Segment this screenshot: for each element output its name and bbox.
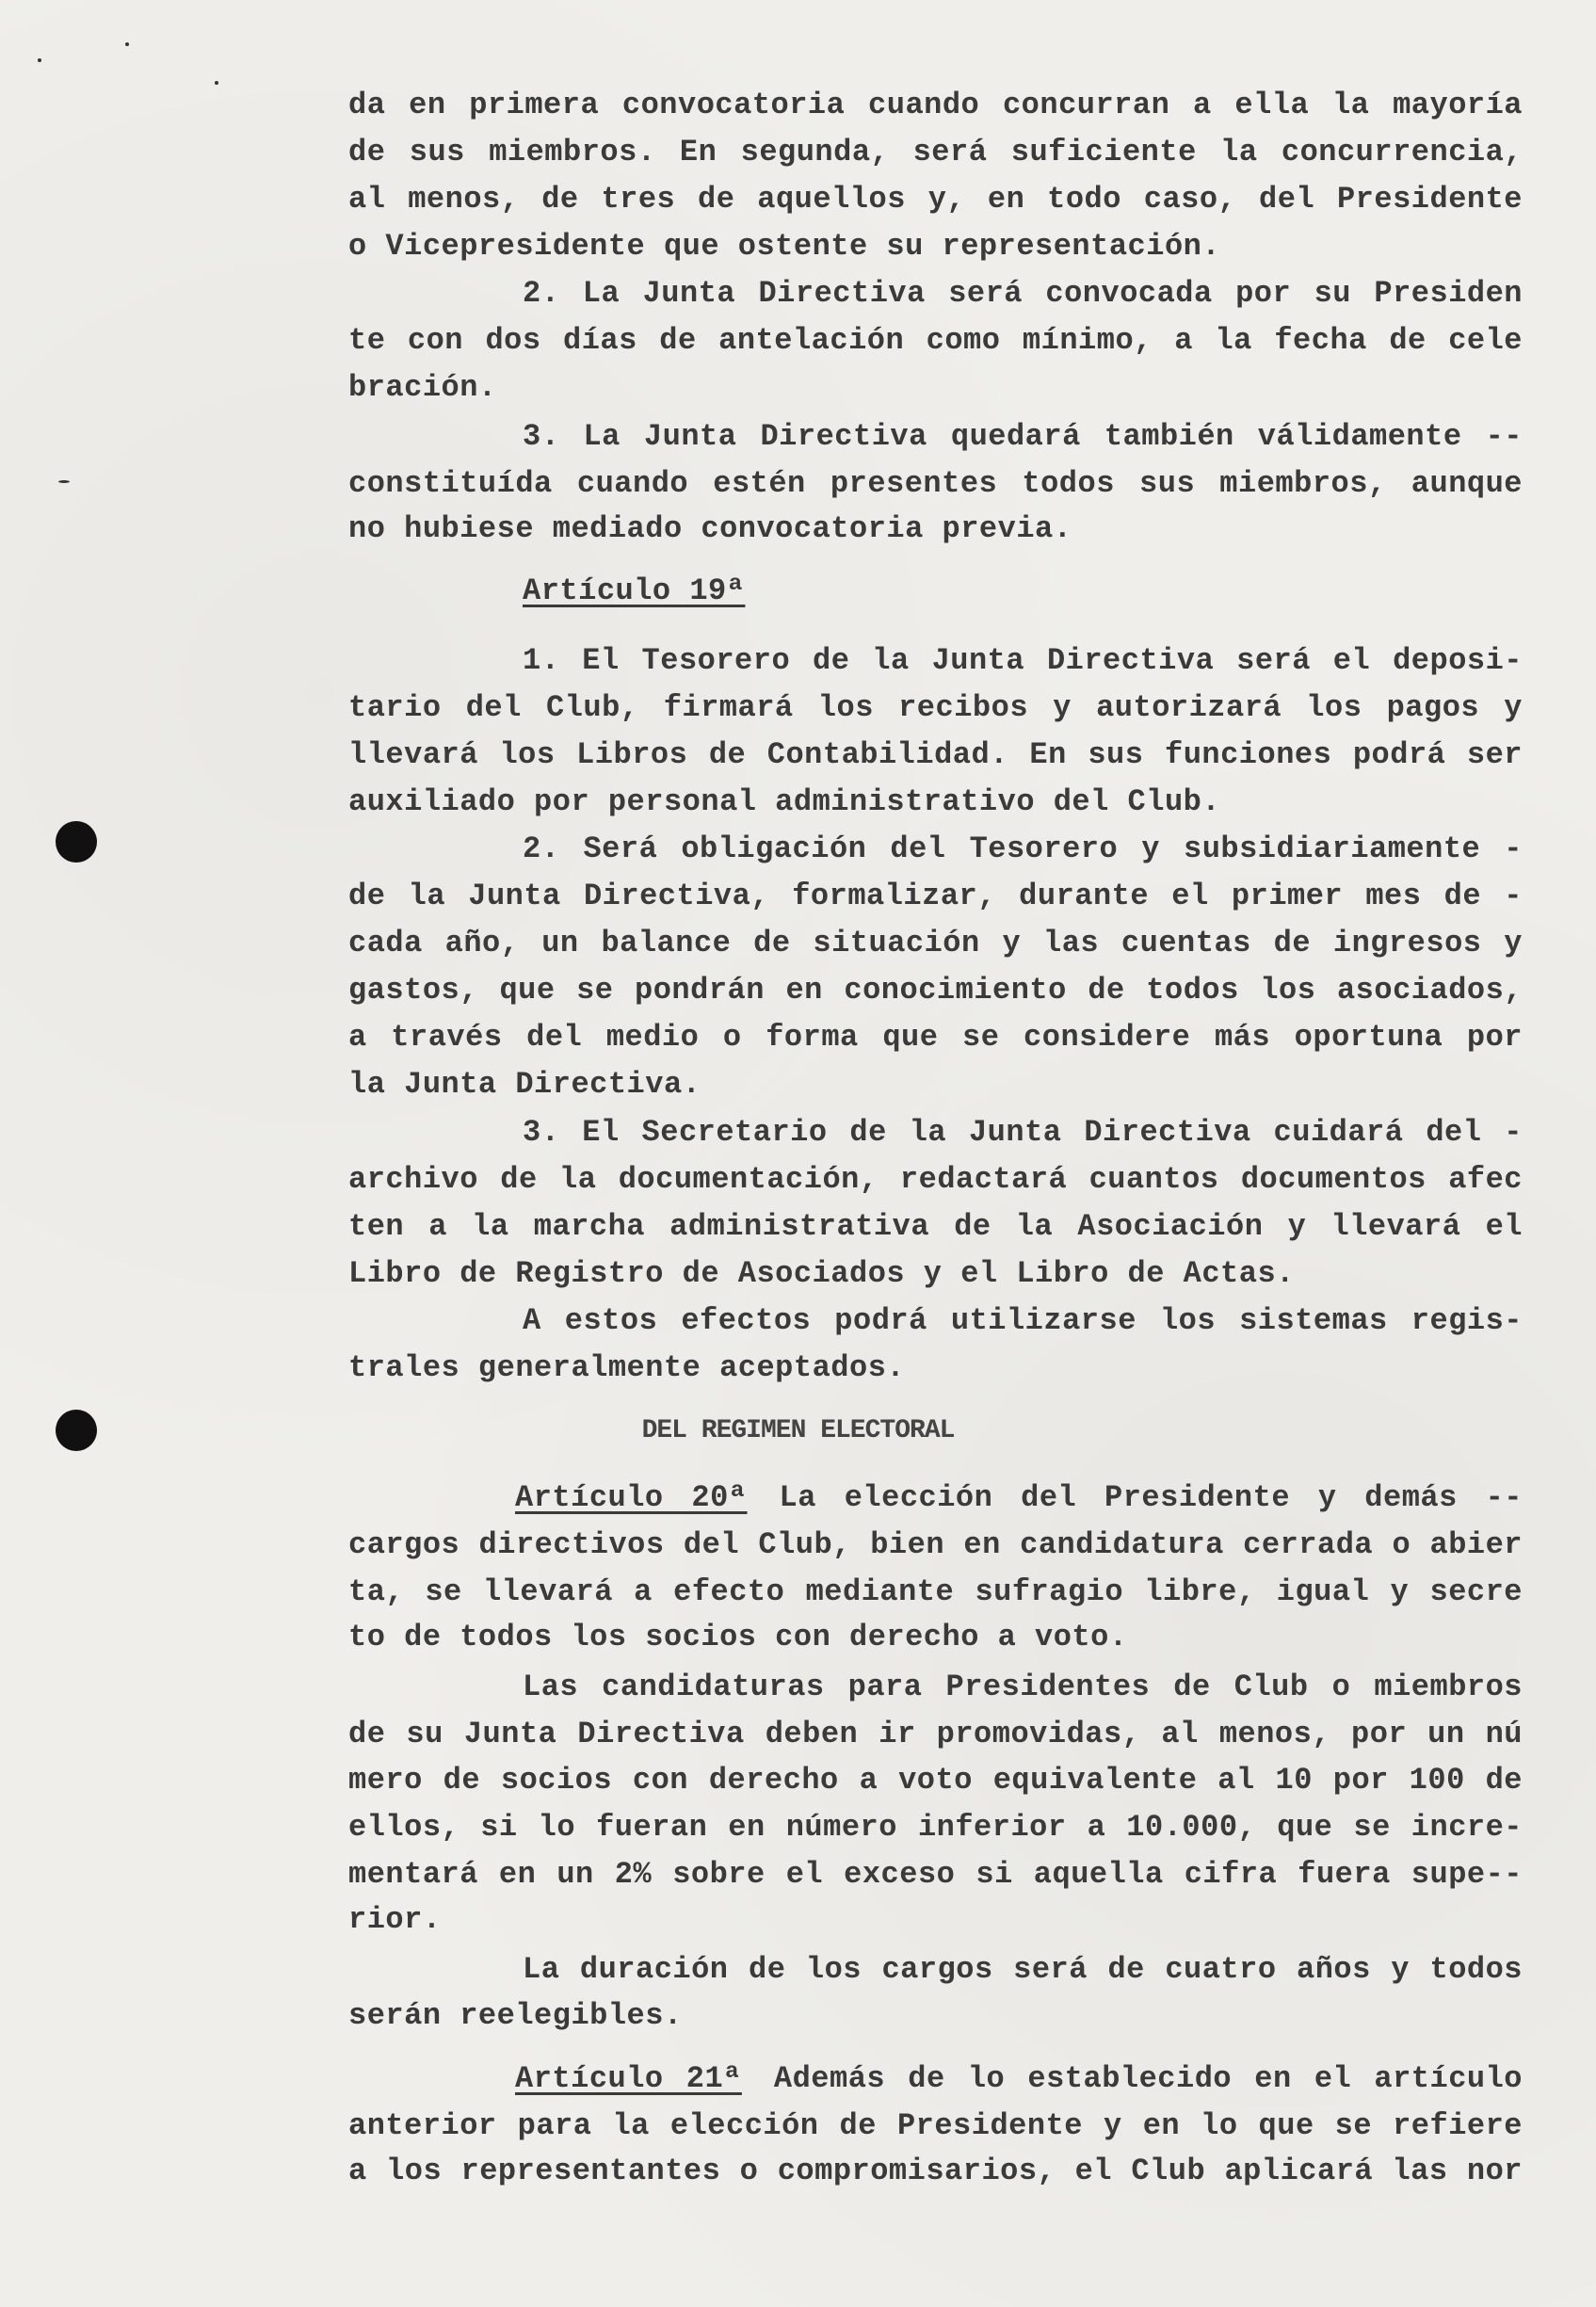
text-line: archivo de la documentación, redactará cuantos documentos afec — [348, 1162, 1523, 1197]
article-20-label: Artículo 20ª — [515, 1480, 748, 1515]
text-line: ten a la marcha administrativa de la Asociación y llevará el — [348, 1209, 1523, 1244]
text-line: 3. La Junta Directiva quedará también válidamente -- — [523, 419, 1523, 454]
text-line: a través del medio o forma que se considere más oportuna por — [348, 1020, 1523, 1055]
text-line: Libro de Registro de Asociados y el Libro de Actas. — [348, 1256, 1295, 1291]
article-19-label: Artículo 19ª — [523, 573, 746, 608]
text-line: da en primera convocatoria cuando concurran a ella la mayoría — [348, 88, 1523, 122]
paper-speck — [58, 480, 70, 483]
text-line: bración. — [348, 370, 497, 405]
text-line: a los representantes o compromisarios, el Club aplicará las nor — [348, 2154, 1523, 2188]
section-heading: DEL REGIMEN ELECTORAL — [641, 1416, 955, 1445]
article-20-line — [515, 1477, 1523, 1519]
text-line: mero de socios con derecho a voto equivalente al 10 por 100 de — [348, 1763, 1523, 1798]
text-line: 1. El Tesorero de la Junta Directiva será el deposi- — [523, 643, 1523, 678]
text-line: gastos, que se pondrán en conocimiento de todos los asociados, — [348, 973, 1523, 1008]
article-21-line — [515, 2058, 1523, 2100]
text-line: cargos directivos del Club, bien en candidatura cerrada o abier — [348, 1527, 1523, 1562]
text-line: 2. La Junta Directiva será convocada por su Presiden — [523, 276, 1523, 311]
paper-speck — [125, 42, 129, 46]
text-line: ellos, si lo fueran en número inferior a 10.000, que se incre- — [348, 1810, 1523, 1845]
text-line: Las candidaturas para Presidentes de Club o miembros — [523, 1670, 1523, 1704]
text-line: 2. Será obligación del Tesorero y subsidiariamente - — [523, 831, 1523, 866]
text-line: constituída cuando estén presentes todos sus miembros, aunque — [348, 466, 1523, 501]
text-line: A estos efectos podrá utilizarse los sistemas regis- — [523, 1303, 1523, 1338]
text-line: La duración de los cargos será de cuatro años y todos — [523, 1952, 1523, 1987]
article-heading — [523, 571, 1523, 612]
text-line: La elección del Presidente y demás -- — [779, 1480, 1523, 1515]
text-line: ta, se llevará a efecto mediante sufragio libre, igual y secre — [348, 1574, 1523, 1609]
article-21-label: Artículo 21ª — [515, 2061, 742, 2096]
text-line: auxiliado por personal administrativo del Club. — [348, 784, 1221, 819]
text-line: anterior para la elección de Presidente y en lo que se refiere — [348, 2108, 1523, 2143]
text-line: al menos, de tres de aquellos y, en todo caso, del Presidente — [348, 182, 1523, 217]
text-line: Además de lo establecido en el artículo — [773, 2061, 1523, 2096]
text-line: de sus miembros. En segunda, será suficiente la concurrencia, — [348, 135, 1523, 169]
text-line: de la Junta Directiva, formalizar, durante el primer mes de - — [348, 879, 1523, 913]
text-line: no hubiese mediado convocatoria previa. — [348, 511, 1072, 546]
text-line: la Junta Directiva. — [348, 1067, 701, 1102]
text-line: te con dos días de antelación como mínimo, a la fecha de cele — [348, 323, 1523, 358]
text-line: de su Junta Directiva deben ir promovidas, al menos, por un nú — [348, 1717, 1523, 1751]
text-line: o Vicepresidente que ostente su representación. — [348, 229, 1221, 264]
paper-speck — [38, 58, 41, 62]
text-line: tario del Club, firmará los recibos y autorizará los pagos y — [348, 690, 1523, 725]
text-line: cada año, un balance de situación y las cuentas de ingresos y — [348, 926, 1523, 960]
text-line: serán reelegibles. — [348, 1998, 683, 2033]
text-line: to de todos los socios con derecho a voto. — [348, 1620, 1128, 1654]
text-line: mentará en un 2% sobre el exceso si aquella cifra fuera supe-- — [348, 1857, 1523, 1892]
text-line: rior. — [348, 1902, 442, 1937]
text-line: trales generalmente aceptados. — [348, 1350, 906, 1385]
text-line: 3. El Secretario de la Junta Directiva cuidará del - — [523, 1115, 1523, 1150]
paper-speck — [215, 81, 218, 85]
text-line: llevará los Libros de Contabilidad. En sus funciones podrá ser — [348, 737, 1523, 772]
punch-hole — [56, 821, 97, 863]
